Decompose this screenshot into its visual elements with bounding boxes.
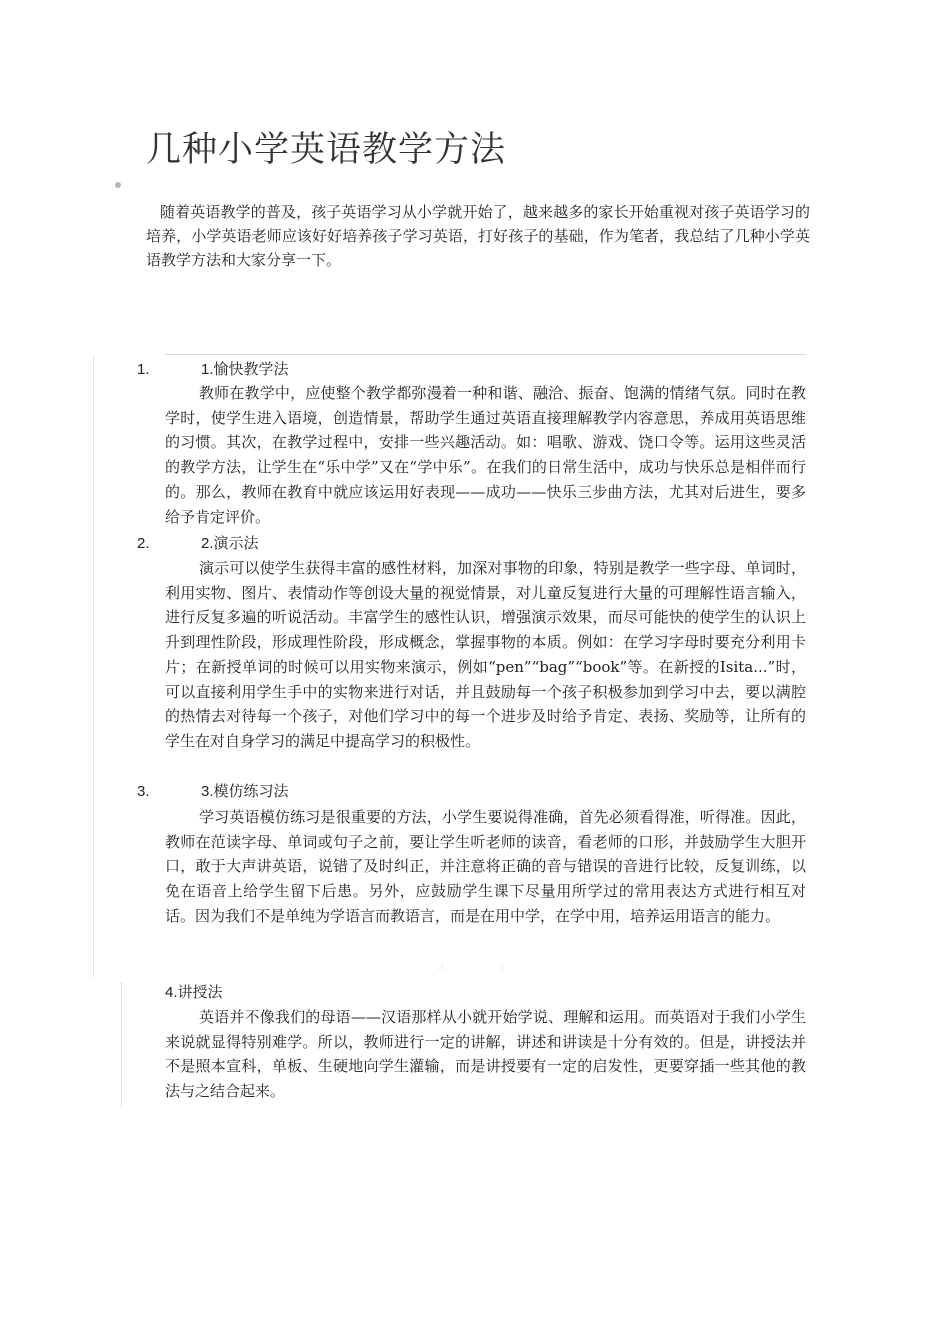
- dotted-margin-line: [93, 356, 94, 978]
- faint-mark-2: 4: [498, 960, 506, 975]
- section-3-body: 学习英语模仿练习是很重要的方法，小学生要说得准确，首先必须看得准，听得准。因此，教师在范读字母、单词或句子之前，要让学生听老师的读音，看老师的口形，并鼓励学生大胆开口，敢于大声讲英语，说错了及时纠正，并注意将正确的音与错误的音进行比较，反复训练，以免在语音上给学生留下后患。另外，应鼓励学生课下尽量用所学过的常用表达方式进行相互对话。因为我们不是单纯为学语言而教语言，而是在用中学，在学中用，培养运用语言的能力。: [165, 808, 806, 925]
- dotted-margin-line-lower: [121, 982, 122, 1108]
- section-3-title: 3.模仿练习法: [201, 783, 289, 800]
- section-1-body: 教师在教学中，应使整个教学都弥漫着一种和谐、融洽、振奋、饱满的情绪气氛。同时在教学时，使学生进入语境，创造情景，帮助学生通过英语直接理解教学内容意思，养成用英语思维的习惯。其次，在教学过程中，安排一些兴趣活动。如：唱歌、游戏、饶口令等。运用这些灵活的教学方法，让学生在“乐中学”又在“学中乐”。在我们的日常生活中，成功与快乐总是相伴而行的。那么，教师在教育中就应该运用好表现——成功——快乐三步曲方法，尤其对后进生，要多给予肯定评价。: [165, 384, 806, 526]
- intro-paragraph: 随着英语教学的普及，孩子英语学习从小学就开始了，越来越多的家长开始重视对孩子英语学习的培养，小学英语老师应该好好培养孩子学习英语，打好孩子的基础，作为笔者，我总结了几种小学英语教学方法和大家分享一下。: [146, 203, 810, 269]
- horizontal-divider: [165, 354, 806, 355]
- document-title: 几种小学英语教学方法: [146, 130, 507, 170]
- section-1-title: 1.愉快教学法: [201, 361, 289, 378]
- faint-mark-1: 4.: [438, 960, 449, 975]
- bullet-dot: [115, 182, 121, 188]
- section-2-body: 演示可以使学生获得丰富的感性材料，加深对事物的印象，特别是教学一些字母、单词时，利用实物、图片、表情动作等创设大量的视觉情景，对儿童反复进行大量的可理解性语言输入，进行反复多遍的听说活动。丰富学生的感性认识，增强演示效果，而尽可能快的使学生的认识上升到理性阶段，形成理性阶段，形成概念，掌握事物的本质。例如：在学习字母时要充分利用卡片；在新授单词的时候可以用实物来演示，例如“pen”“bag”“book”等。在新授的Isita...”时，可以直接利用学生手中的实物来进行对话，并且鼓励每一个孩子积极参加到学习中去，要以满腔的热情去对待每一个孩子，对他们学习中的每一个进步及时给予肯定、表扬、奖励等，让所有的学生在对自身学习的满足中提高学习的积极性。: [165, 559, 806, 750]
- section-4-body: 英语并不像我们的母语——汉语那样从小就开始学说、理解和运用。而英语对于我们小学生来说就显得特别难学。所以，教师进行一定的讲解，讲述和讲读是十分有效的。但是，讲授法并不是照本宣科，单板、生硬地向学生灌输，而是讲授要有一定的启发性，更要穿插一些其他的教法与之结合起来。: [165, 1008, 806, 1101]
- section-3-number: 3.: [137, 783, 150, 800]
- section-1-number: 1.: [137, 361, 150, 378]
- section-4-title: 4.讲授法: [165, 984, 223, 1001]
- section-2-number: 2.: [137, 535, 150, 552]
- section-2-title: 2.演示法: [201, 535, 259, 552]
